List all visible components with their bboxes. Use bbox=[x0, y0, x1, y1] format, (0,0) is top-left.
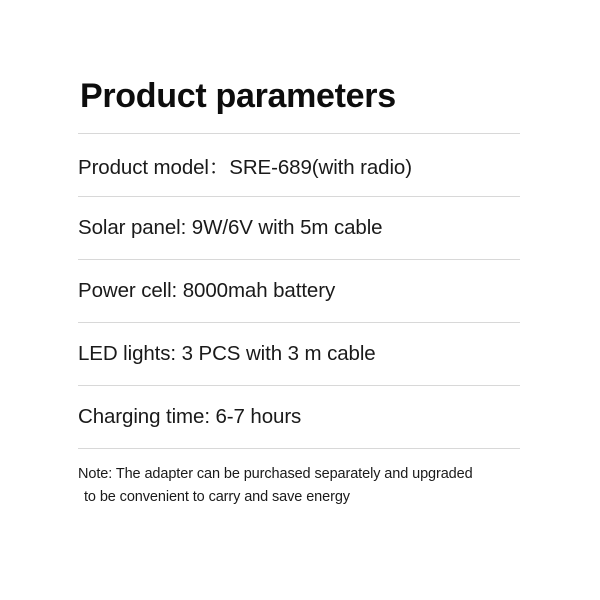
spec-label: Solar panel: 9W/6V with 5m cable bbox=[78, 216, 383, 240]
spec-label: Product model：SRE-689(with radio) bbox=[78, 156, 412, 180]
spec-label: Power cell: 8000mah battery bbox=[78, 279, 336, 303]
spec-row bbox=[78, 134, 520, 196]
spec-row bbox=[78, 323, 520, 385]
spec-label: Charging time: 6-7 hours bbox=[78, 405, 302, 429]
spec-label: LED lights: 3 PCS with 3 m cable bbox=[78, 342, 376, 366]
spec-row bbox=[78, 386, 520, 448]
page-title: Product parameters bbox=[80, 77, 396, 115]
note-line-1: Note: The adapter can be purchased separately and upgraded bbox=[78, 466, 473, 483]
note-line-2: to be convenient to carry and save energy bbox=[84, 488, 350, 505]
spec-row bbox=[78, 197, 520, 259]
spec-row bbox=[78, 260, 520, 322]
note-block bbox=[78, 449, 520, 508]
